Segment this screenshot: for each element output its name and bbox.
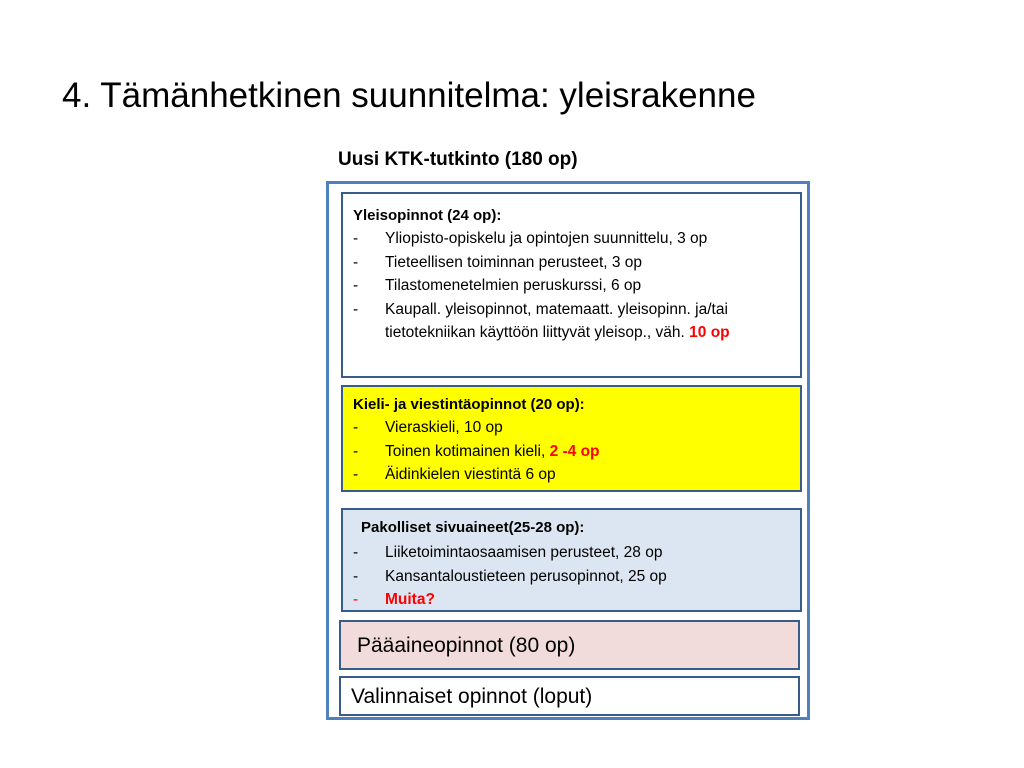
bullet-dash: -: [353, 591, 359, 608]
bullet-dash: -: [353, 253, 359, 271]
elective-studies-box: [339, 676, 800, 716]
bullet-dash: -: [353, 419, 359, 436]
list-item-text: Tieteellisen toiminnan perusteet, 3 op: [385, 253, 643, 271]
bullet-dash: -: [353, 277, 359, 294]
language-studies-heading: Kieli- ja viestintäopinnot (20 op):: [353, 396, 585, 413]
list-item: [353, 298, 792, 345]
list-item: [353, 227, 792, 251]
list-item-text: Yliopisto-opiskelu ja opintojen suunnittelu, 3 op: [385, 230, 708, 247]
minor-subjects-list: [353, 541, 792, 612]
list-item-text: Tilastomenetelmien peruskurssi, 6 op: [385, 277, 642, 294]
list-item-text: Toinen kotimainen kieli,: [385, 442, 550, 460]
bullet-dash: -: [353, 230, 359, 247]
list-item-text: Kaupall. yleisopinnot, matemaatt. yleisopinn. ja/tai tietotekniikan käyttöön liittyvät yleisop., väh.: [385, 300, 728, 341]
list-item: [353, 251, 792, 275]
highlight-text: Muita?: [385, 591, 435, 608]
bullet-dash: -: [353, 544, 359, 561]
list-item-text: Liiketoimintaosaamisen perusteet, 28 op: [385, 544, 663, 561]
list-item: [353, 565, 792, 589]
list-item-text: Äidinkielen viestintä 6 op: [385, 466, 556, 483]
minor-subjects-heading: Pakolliset sivuaineet(25-28 op):: [361, 519, 585, 536]
list-item: [353, 440, 792, 464]
elective-studies-label: Valinnaiset opinnot (loput): [351, 685, 593, 708]
general-studies-list: [353, 227, 792, 345]
list-item: [353, 588, 792, 612]
general-studies-box: [341, 192, 802, 378]
list-item: [353, 416, 792, 440]
major-studies-label: Pääaineopinnot (80 op): [357, 634, 576, 657]
minor-subjects-box: [341, 508, 802, 612]
slide-title: 4. Tämänhetkinen suunnitelma: yleisrakenne: [62, 76, 756, 115]
bullet-dash: -: [353, 300, 359, 318]
list-item-text: Vieraskieli, 10 op: [385, 419, 503, 436]
language-studies-list: [353, 416, 792, 487]
bullet-dash: -: [353, 466, 359, 483]
degree-subtitle: Uusi KTK-tutkinto (180 op): [338, 149, 578, 170]
list-item: [353, 463, 792, 487]
major-studies-box: [339, 620, 800, 670]
highlight-text: 2 -4 op: [549, 442, 600, 460]
bullet-dash: -: [353, 567, 359, 585]
highlight-text: 10 op: [689, 324, 730, 341]
general-studies-heading: Yleisopinnot (24 op):: [353, 207, 502, 224]
bullet-dash: -: [353, 442, 359, 460]
list-item: [353, 541, 792, 565]
list-item: [353, 274, 792, 298]
language-studies-box: [341, 385, 802, 492]
list-item-text: Kansantaloustieteen perusopinnot, 25 op: [385, 567, 667, 585]
